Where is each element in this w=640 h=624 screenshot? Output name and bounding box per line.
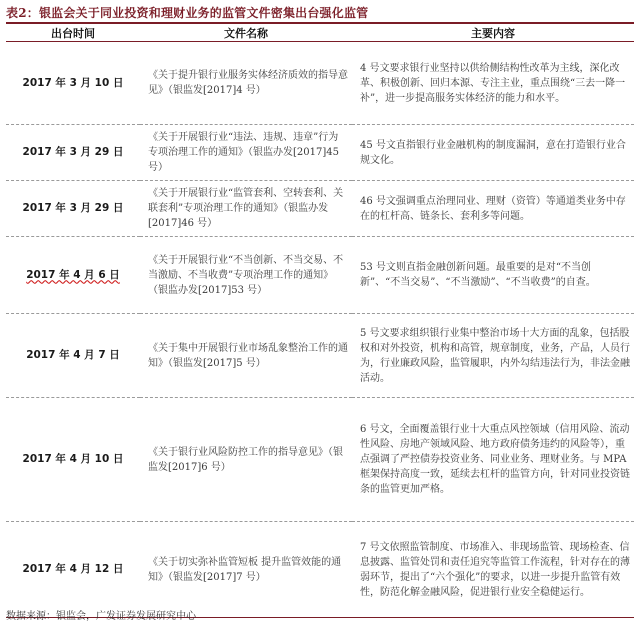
regulation-table bbox=[6, 25, 634, 618]
row-name: 《关于切实弥补监管短板 提升监管效能的通知》（银监发[2017]7 号） bbox=[140, 522, 352, 618]
row-date: 2017 年 4 月 6 日 bbox=[26, 268, 120, 281]
table-row bbox=[6, 125, 634, 181]
table-row bbox=[6, 42, 634, 125]
row-content: 4 号文要求银行业坚持以供给侧结构性改革为主线，深化改革、积极创新、回归本源、专注主业，重点围绕“三去一降一补”，进一步提高服务实体经济的能力和水平。 bbox=[352, 42, 634, 125]
header-date: 出台时间 bbox=[6, 25, 140, 42]
row-name: 《关于开展银行业“监管套利、空转套利、关联套利”专项治理工作的通知》（银监办发[2017]46 号） bbox=[140, 181, 352, 237]
row-content: 7 号文依照监管制度、市场准入、非现场监管、现场检查、信息披露、监管处罚和责任追究等监管工作流程，针对存在的薄弱环节，提出了“六个强化”的要求，以进一步提升监管有效性，防范化解金融风险，促进银行业安全稳健运行。 bbox=[352, 522, 634, 618]
table-row bbox=[6, 237, 634, 314]
row-content: 45 号文直指银行业金融机构的制度漏洞，意在打造银行业合规文化。 bbox=[352, 125, 634, 181]
row-content: 53 号文则直指金融创新问题。最重要的是对“不当创新”、“不当交易”、“不当激励”、“不当收费”的自查。 bbox=[352, 237, 634, 314]
header-row bbox=[6, 25, 634, 42]
row-date: 2017 年 4 月 12 日 bbox=[6, 522, 140, 618]
header-content: 主要内容 bbox=[352, 25, 634, 42]
row-name: 《关于提升银行业服务实体经济质效的指导意见》（银监发[2017]4 号） bbox=[140, 42, 352, 125]
table-row bbox=[6, 314, 634, 398]
row-content: 6 号文，全面覆盖银行业十大重点风控领域（信用风险、流动性风险、房地产领域风险、地方政府债务违约的风险等），重点强调了严控债券投资业务、同业业务、理财业务。与 MPA 框架保持高度一致，延续去杠杆的监管方向，针对同业投资链条的监管更加严格。 bbox=[352, 398, 634, 522]
row-date: 2017 年 4 月 7 日 bbox=[6, 314, 140, 398]
header-name: 文件名称 bbox=[140, 25, 352, 42]
table-row bbox=[6, 522, 634, 618]
table-title: 表2：银监会关于同业投资和理财业务的监管文件密集出台强化监管 bbox=[6, 6, 369, 20]
row-date: 2017 年 3 月 29 日 bbox=[6, 125, 140, 181]
title-rule bbox=[6, 22, 634, 24]
table-row bbox=[6, 398, 634, 522]
row-date: 2017 年 4 月 10 日 bbox=[6, 398, 140, 522]
row-date: 2017 年 3 月 29 日 bbox=[6, 181, 140, 237]
row-date: 2017 年 3 月 10 日 bbox=[6, 42, 140, 125]
row-content: 46 号文强调重点治理同业、理财（资管）等通道类业务中存在的杠杆高、链条长、套利多等问题。 bbox=[352, 181, 634, 237]
row-name: 《关于集中开展银行业市场乱象整治工作的通知》（银监发[2017]5 号） bbox=[140, 314, 352, 398]
row-content: 5 号文要求组织银行业集中整治市场十大方面的乱象，包括股权和对外投资，机构和高管，规章制度，业务，产品，人员行为，行业廉政风险，监管履职，内外勾结违法行为，非法金融活动。 bbox=[352, 314, 634, 398]
table-row bbox=[6, 181, 634, 237]
row-name: 《关于开展银行业“不当创新、不当交易、不当激励、不当收费”专项治理工作的通知》（银监办发[2017]53 号） bbox=[140, 237, 352, 314]
row-date-cell bbox=[6, 237, 140, 314]
row-name: 《关于银行业风险防控工作的指导意见》（银监发[2017]6 号） bbox=[140, 398, 352, 522]
source-note: 数据来源：银监会，广发证券发展研究中心 bbox=[6, 611, 196, 622]
row-name: 《关于开展银行业“违法、违规、违章”行为专项治理工作的通知》（银监办发[2017]45 号） bbox=[140, 125, 352, 181]
